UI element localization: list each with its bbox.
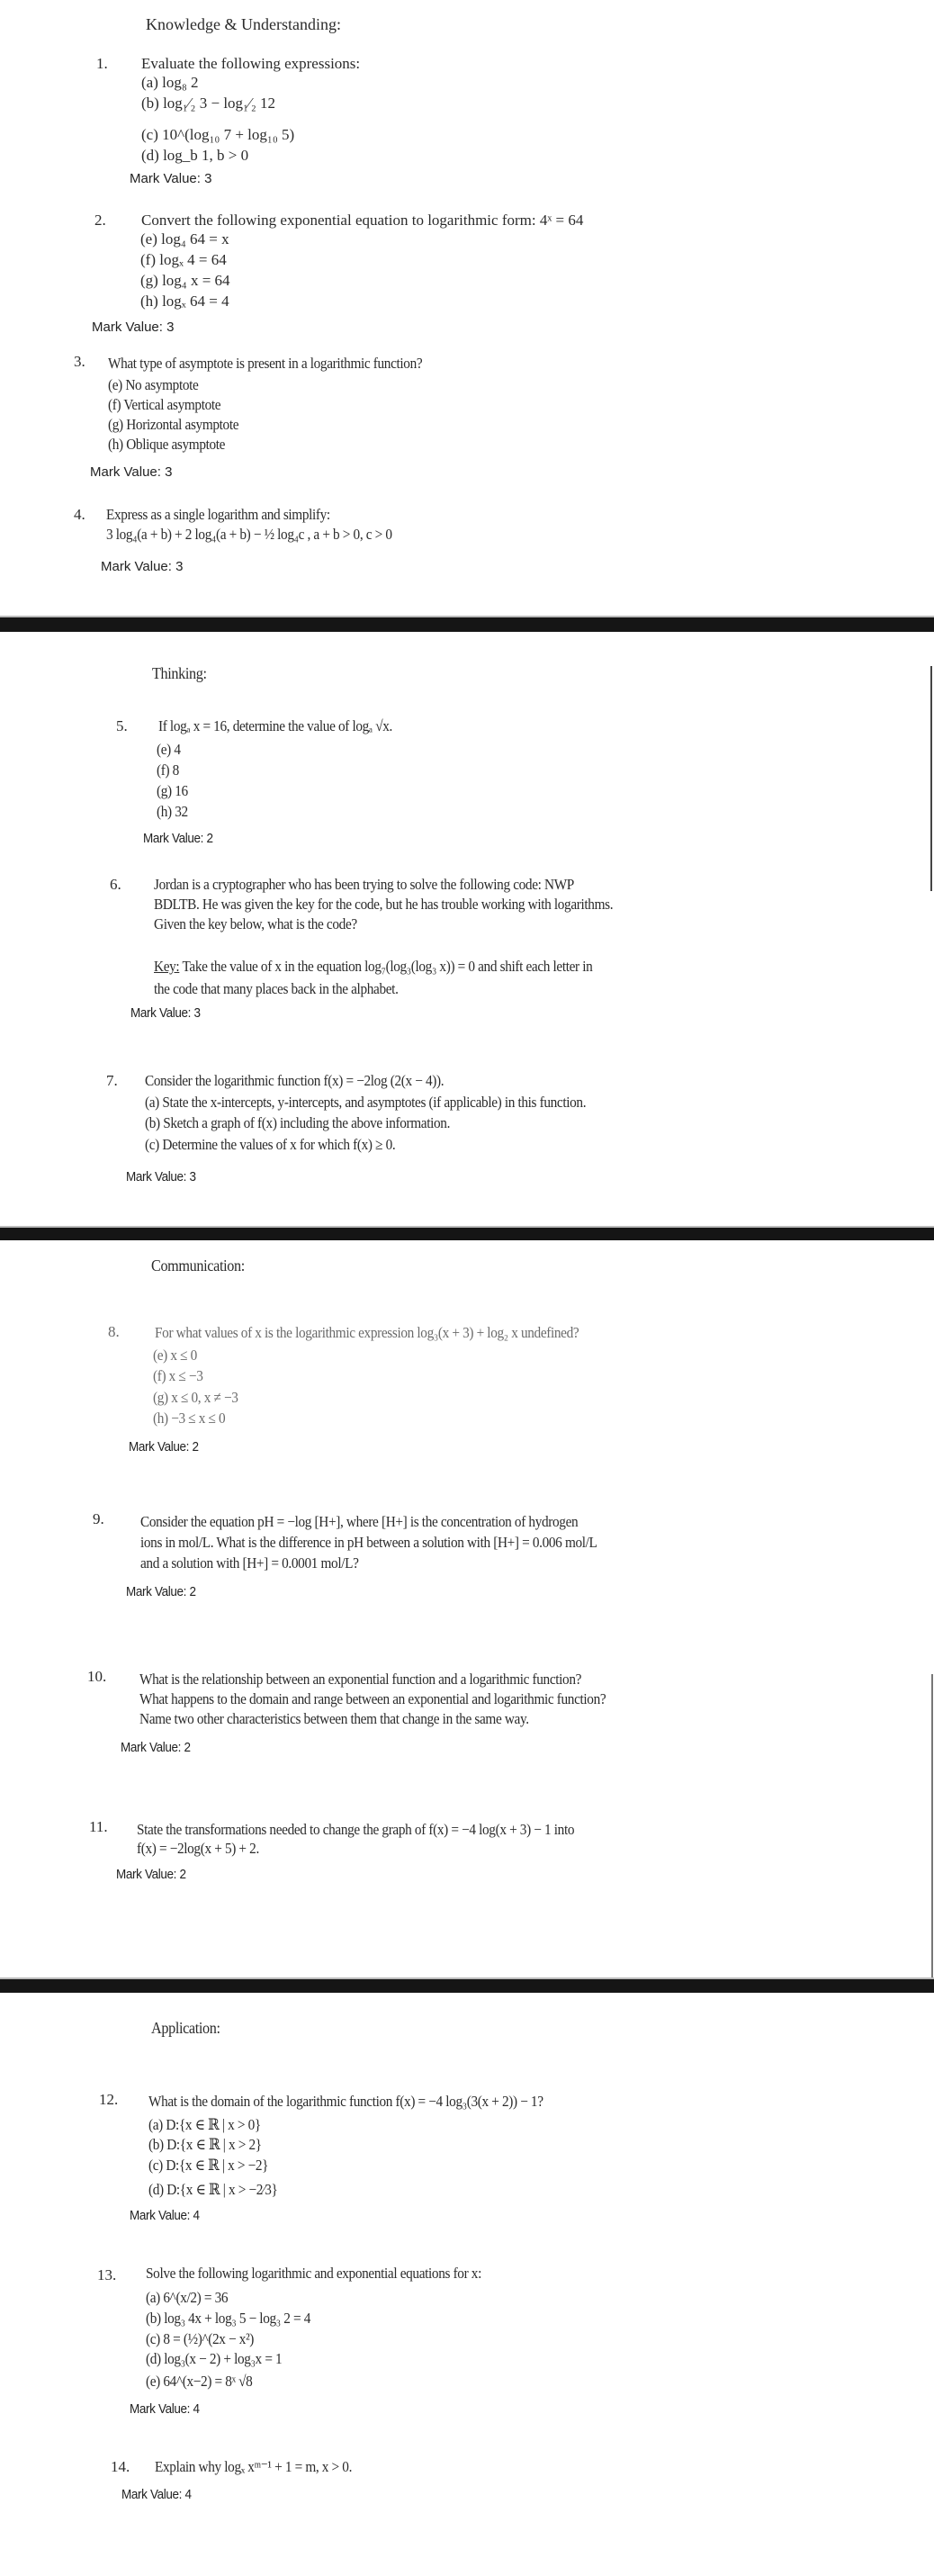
section-heading-communication: Communication: [151, 1256, 245, 1274]
question-line: Given the key below, what is the code? [154, 915, 357, 932]
mark-value: Mark Value: 3 [130, 1005, 201, 1021]
option: (d) log₃(x − 2) + log₃x = 1 [146, 2350, 283, 2367]
option: (d) log_b 1, b > 0 [141, 147, 249, 164]
option: (g) log₄ x = 64 [140, 272, 230, 289]
option: (a) State the x-intercepts, y-intercepts, and asymptotes (if applicable) in this function. [145, 1094, 587, 1111]
question-number: 10. [87, 1668, 107, 1685]
option: (g) x ≤ 0, x ≠ −3 [153, 1389, 238, 1406]
mark-value: Mark Value: 4 [121, 2487, 192, 2502]
mark-value: Mark Value: 3 [130, 171, 212, 186]
mark-value: Mark Value: 4 [130, 2208, 200, 2223]
option: (e) x ≤ 0 [153, 1347, 197, 1364]
option: (b) log₃ 4x + log₃ 5 − log₃ 2 = 4 [146, 2310, 311, 2327]
question-number: 3. [74, 353, 85, 370]
option: (a) log₈ 2 [141, 74, 199, 91]
question-number: 2. [94, 212, 106, 229]
key-text: Take the value of x in the equation log₇(log₃(log₃ x)) = 0 and shift each letter in [182, 958, 593, 975]
question-text: Consider the logarithmic function f(x) = −2log (2(x − 4)). [145, 1072, 445, 1089]
question-number: 6. [110, 876, 121, 893]
question-line: Name two other characteristics between them that change in the same way. [139, 1710, 529, 1727]
question-number: 8. [108, 1323, 120, 1340]
question-text: Explain why logₓ xᵐ⁻¹ + 1 = m, x > 0. [155, 2458, 353, 2475]
mark-value: Mark Value: 3 [126, 1169, 196, 1184]
page-edge-line [930, 666, 932, 891]
option: (b) Sketch a graph of f(x) including the above information. [145, 1114, 451, 1131]
page-divider [0, 616, 934, 632]
section-heading-application: Application: [151, 2019, 220, 2037]
question-line: Jordan is a cryptographer who has been trying to solve the following code: NWP [154, 876, 574, 893]
mark-value: Mark Value: 2 [143, 831, 213, 846]
option: (g) Horizontal asymptote [108, 416, 239, 433]
question-text: Express as a single logarithm and simplify: [106, 506, 330, 523]
question-line: Consider the equation pH = −log [H+], where [H+] is the concentration of hydrogen [140, 1513, 579, 1530]
key-line: the code that many places back in the alphabet. [154, 980, 399, 997]
question-line: What is the relationship between an exponential function and a logarithmic function? [139, 1671, 582, 1688]
question-line: BDLTB. He was given the key for the code, but he has trouble working with logarithms. [154, 896, 614, 913]
page-divider [0, 1226, 934, 1240]
option: (a) 6^(x/2) = 36 [146, 2289, 229, 2306]
question-text: If logₐ x = 16, determine the value of logₐ √x. [158, 717, 393, 734]
mark-value: Mark Value: 3 [90, 464, 173, 480]
option: (b) D:{x ∈ ℝ | x > 2} [148, 2136, 262, 2153]
question-text: What type of asymptote is present in a logarithmic function? [108, 355, 423, 372]
page-edge-line [931, 1674, 933, 1978]
question-number: 7. [106, 1072, 118, 1089]
mark-value: Mark Value: 2 [129, 1439, 199, 1455]
question-number: 5. [116, 717, 128, 734]
key-line [154, 958, 592, 976]
question-text: For what values of x is the logarithmic expression log₃(x + 3) + log₂ x undefined? [155, 1324, 579, 1341]
question-number: 12. [99, 2091, 119, 2108]
question-number: 14. [111, 2458, 130, 2475]
mark-value: Mark Value: 2 [121, 1740, 191, 1755]
question-text: Evaluate the following expressions: [141, 55, 361, 72]
question-number: 13. [97, 2266, 117, 2283]
question-text: What is the domain of the logarithmic function f(x) = −4 log₃(3(x + 2)) − 1? [148, 2093, 543, 2110]
option: (b) log₁⁄₂ 3 − log₁⁄₂ 12 [141, 95, 275, 112]
question-line: and a solution with [H+] = 0.0001 mol/L? [140, 1554, 359, 1572]
option: (e) 64^(x−2) = 8ˣ √8 [146, 2373, 253, 2390]
question-line: f(x) = −2log(x + 5) + 2. [137, 1840, 259, 1857]
option: (a) D:{x ∈ ℝ | x > 0} [148, 2116, 261, 2133]
key-label: Key: [154, 958, 180, 975]
question-text: Solve the following logarithmic and exponential equations for x: [146, 2265, 481, 2282]
mark-value: Mark Value: 4 [130, 2401, 200, 2417]
option: (c) Determine the values of x for which f(x) ≥ 0. [145, 1136, 396, 1153]
question-number: 9. [93, 1510, 104, 1527]
option: (e) 4 [157, 741, 181, 758]
option: (h) −3 ≤ x ≤ 0 [153, 1410, 226, 1427]
question-number: 4. [74, 506, 85, 523]
option: (f) 8 [157, 761, 179, 779]
question-line: What happens to the domain and range between an exponential and logarithmic function? [139, 1690, 606, 1707]
option: (h) Oblique asymptote [108, 436, 226, 453]
mark-value: Mark Value: 3 [101, 559, 184, 574]
option: (g) 16 [157, 782, 188, 799]
mark-value: Mark Value: 2 [126, 1584, 196, 1599]
option: (f) Vertical asymptote [108, 396, 221, 413]
option: (h) 32 [157, 803, 188, 820]
option: (c) 10^(log₁₀ 7 + log₁₀ 5) [141, 126, 295, 143]
question-number: 11. [89, 1818, 108, 1835]
question-number: 1. [96, 55, 108, 72]
option: (e) No asymptote [108, 376, 199, 393]
section-heading-thinking: Thinking: [152, 664, 207, 682]
question-line: State the transformations needed to change the graph of f(x) = −4 log(x + 3) − 1 into [137, 1821, 575, 1838]
question-line: ions in mol/L. What is the difference in pH between a solution with [H+] = 0.006 mol/L [140, 1534, 597, 1551]
option: (e) log₄ 64 = x [140, 230, 229, 248]
section-heading-knowledge: Knowledge & Understanding: [146, 15, 341, 33]
option: (d) D:{x ∈ ℝ | x > −2⁄3} [148, 2181, 278, 2198]
option: (f) logₓ 4 = 64 [140, 251, 227, 268]
option: (f) x ≤ −3 [153, 1367, 203, 1384]
option: (c) 8 = (½)^(2x − x²) [146, 2330, 255, 2347]
mark-value: Mark Value: 3 [92, 320, 175, 335]
option: (c) D:{x ∈ ℝ | x > −2} [148, 2157, 269, 2174]
mark-value: Mark Value: 2 [116, 1867, 186, 1882]
page-divider [0, 1977, 934, 1993]
formula: 3 log₄(a + b) + 2 log₄(a + b) − ½ log₄c , a + b > 0, c > 0 [106, 526, 392, 543]
option: (h) logₓ 64 = 4 [140, 293, 229, 310]
question-text: Convert the following exponential equation to logarithmic form: 4ˣ = 64 [141, 212, 584, 229]
